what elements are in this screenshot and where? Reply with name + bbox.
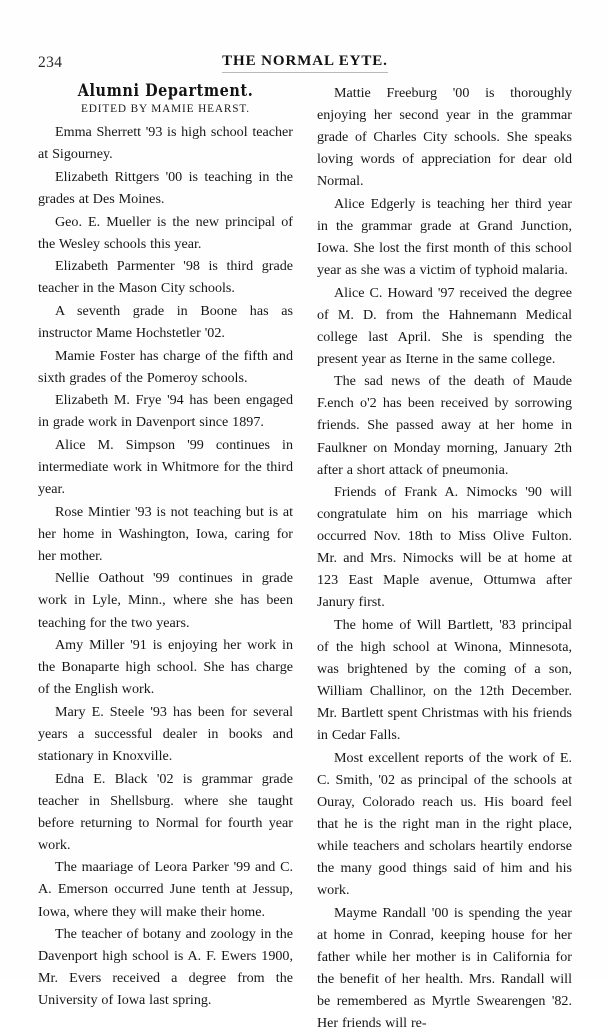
department-byline: EDITED BY MAMIE HEARST. xyxy=(81,103,250,116)
alumni-note: A seventh grade in Boone has as instructor Mame Hochstetler '02. xyxy=(38,302,293,341)
column-left-items xyxy=(38,121,293,1011)
masthead-wrapper xyxy=(38,52,572,73)
column-right-items xyxy=(317,82,572,1034)
alumni-note: Most excellent reports of the work of E. C. Smith, '02 as principal of the schools at Ouray, Colorado reach us. His board feel that he is the right man in the right place, while teachers and scholars heartily endorse the many good things said of him and his work. xyxy=(317,749,572,899)
running-head xyxy=(38,52,572,78)
alumni-note: Edna E. Black '02 is grammar grade teacher in Shellsburg. where she taught before returning to Normal for fourth year work. xyxy=(38,770,293,853)
alumni-note: Mayme Randall '00 is spending the year at home in Conrad, keeping house for her father while her mother is in California for the benefit of her health. Mrs. Randall will be remembered as Myrtle Swearengen '82. Her friends will re- xyxy=(317,904,572,1032)
alumni-note: Emma Sherrett '93 is high school teacher at Sigourney. xyxy=(38,124,293,163)
alumni-note: Geo. E. Mueller is the new principal of the Wesley schools this year. xyxy=(38,213,293,252)
alumni-note: The home of Will Bartlett, '83 principal of the high school at Winona, Minnesota, was brightened by the coming of a son, William Challinor, on the 12th December. Mr. Bartlett spent Christmas with his friends in Cedar Falls. xyxy=(317,617,572,744)
alumni-note: Alice M. Simpson '99 continues in intermediate work in Whitmore for the third year. xyxy=(38,436,293,498)
alumni-note: Rose Mintier '93 is not teaching but is at her home in Washington, Iowa, caring for her mother. xyxy=(38,503,293,564)
alumni-note: The maariage of Leora Parker '99 and C. A. Emerson occurred June tenth at Jessup, Iowa, where they will make their home. xyxy=(38,859,293,920)
alumni-note: Alice Edgerly is teaching her third year in the grammar grade at Grand Junction, Iowa. She lost the first month of this school year as she was a victim of typhoid malaria. xyxy=(317,195,572,278)
alumni-note: The sad news of the death of Maude F.ench o'2 has been received by sorrowing friends. She passed away at her home in Faulkner on Monday morning, January 2th after a short attack of pneumonia. xyxy=(317,373,572,478)
alumni-note: Elizabeth Rittgers '00 is teaching in the grades at Des Moines. xyxy=(38,168,293,207)
body-columns xyxy=(38,81,572,1032)
publication-title: THE NORMAL EYTE. xyxy=(222,53,388,73)
column-right xyxy=(317,82,572,1032)
alumni-note: Elizabeth M. Frye '94 has been engaged in grade work in Davenport since 1897. xyxy=(38,392,293,431)
page-number: 234 xyxy=(38,54,63,71)
alumni-note: The teacher of botany and zoology in the Davenport high school is A. F. Ewers 1900, Mr. Evers received a degree from the University of Iowa last spring. xyxy=(38,926,293,1009)
column-left xyxy=(38,81,293,1009)
alumni-note: Elizabeth Parmenter '98 is third grade teacher in the Mason City schools. xyxy=(38,258,293,297)
alumni-note: Mattie Freeburg '00 is thoroughly enjoying her second year in the grammar grade of Charles City schools. She speaks loving words of appreciation for dear old Normal. xyxy=(317,85,572,190)
alumni-note: Amy Miller '91 is enjoying her work in the Bonaparte high school. She has charge of the English work. xyxy=(38,637,293,698)
alumni-note: Mary E. Steele '93 has been for several years a successful dealer in books and stationary in Knoxville. xyxy=(38,703,293,764)
alumni-note: Nellie Oathout '99 continues in grade work in Lyle, Minn., where she has been teaching for the two years. xyxy=(38,570,293,631)
alumni-note: Mamie Foster has charge of the fifth and sixth grades of the Pomeroy schools. xyxy=(38,347,293,386)
alumni-note: Friends of Frank A. Nimocks '90 will congratulate him on his marriage which occurred Nov. 18th to Miss Olive Fulton. Mr. and Mrs. Nimocks will be at home at 123 East Maple avenue, Ottumwa after Janury first. xyxy=(317,484,572,611)
department-title: Alumni Department. xyxy=(77,81,254,100)
alumni-note: Alice C. Howard '97 received the degree of M. D. from the Hahnemann Medical college last April. She is spending the present year as Iterne in the same college. xyxy=(317,284,572,367)
